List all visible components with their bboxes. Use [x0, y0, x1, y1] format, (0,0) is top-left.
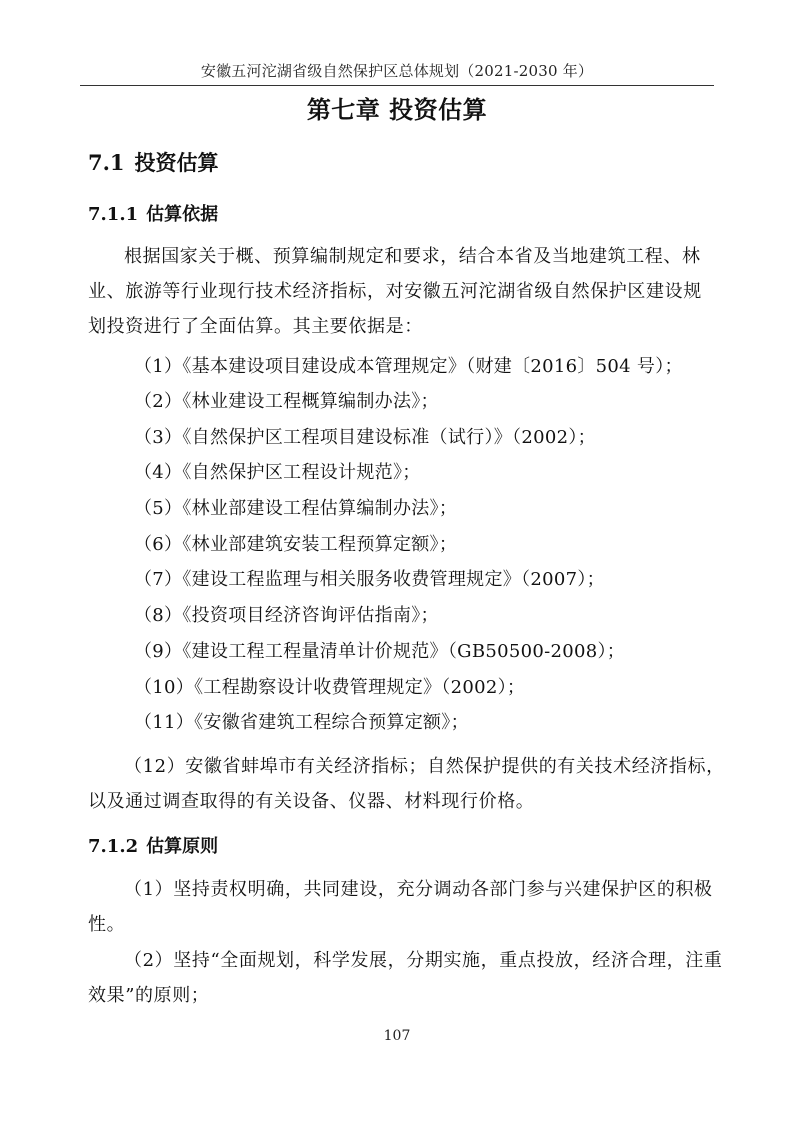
principle-2 [88, 943, 723, 1013]
paragraph-line: 性。 [88, 914, 126, 935]
paragraph-line: 效果”的原则； [88, 985, 210, 1006]
basis-item-8: （8）《投资项目经济咨询评估指南》； [134, 605, 439, 626]
basis-item-3: （3）《自然保护区工程项目建设标准（试行）》（2002）； [134, 427, 596, 448]
principle-1 [88, 872, 713, 942]
basis-item-9: （9）《建设工程工程量清单计价规范》（GB50500-2008）； [134, 641, 626, 662]
section-number: 7.1 [88, 150, 125, 175]
basis-item-7: （7）《建设工程监理与相关服务收费管理规定》（2007）； [134, 569, 605, 590]
basis-item-2: （2）《林业建设工程概算编制办法》； [134, 391, 439, 412]
subsection-title: 估算依据 [146, 204, 219, 225]
subsection-title: 估算原则 [146, 836, 219, 857]
subsection-number: 7.1.2 [88, 836, 139, 857]
basis-item-11: （11）《安徽省建筑工程综合预算定额》； [134, 712, 469, 733]
page-number: 107 [383, 1028, 411, 1044]
basis-item-6: （6）《林业部建筑安装工程预算定额》； [134, 534, 458, 555]
basis-item-12 [88, 749, 725, 819]
subsection-number: 7.1.1 [88, 204, 139, 225]
basis-item-10: （10）《工程勘察设计收费管理规定》（2002）； [134, 677, 526, 698]
paragraph-line: 划投资进行了全面估算。其主要依据是： [88, 316, 423, 337]
basis-item-4: （4）《自然保护区工程设计规范》； [134, 462, 421, 483]
section-heading-7-1 [88, 146, 219, 180]
paragraph-line: 业、旅游等行业现行技术经济指标，对安徽五河沱湖省级自然保护区建设规 [88, 281, 702, 302]
chapter-title: 第七章 投资估算 [306, 95, 488, 124]
subsection-heading-7-1-2 [88, 832, 218, 862]
header-rule [80, 85, 714, 86]
intro-paragraph [88, 239, 708, 344]
paragraph-line: 以及通过调查取得的有关设备、仪器、材料现行价格。 [88, 791, 535, 812]
section-title: 投资估算 [134, 150, 219, 175]
running-header: 安徽五河沱湖省级自然保护区总体规划（2021-2030 年） [200, 62, 594, 80]
paragraph-line: （12）安徽省蚌埠市有关经济指标；自然保护提供的有关技术经济指标， [124, 756, 725, 777]
paragraph-line: （2）坚持“全面规划，科学发展，分期实施，重点投放，经济合理，注重 [124, 950, 723, 971]
basis-item-1: （1）《基本建设项目建设成本管理规定》（财建〔2016〕504 号）； [134, 356, 683, 377]
subsection-heading-7-1-1 [88, 200, 218, 230]
paragraph-line: （1）坚持责权明确，共同建设，充分调动各部门参与兴建保护区的积极 [124, 879, 713, 900]
paragraph-line: 根据国家关于概、预算编制规定和要求，结合本省及当地建筑工程、林 [124, 246, 701, 267]
basis-item-5: （5）《林业部建设工程估算编制办法》； [134, 498, 458, 519]
